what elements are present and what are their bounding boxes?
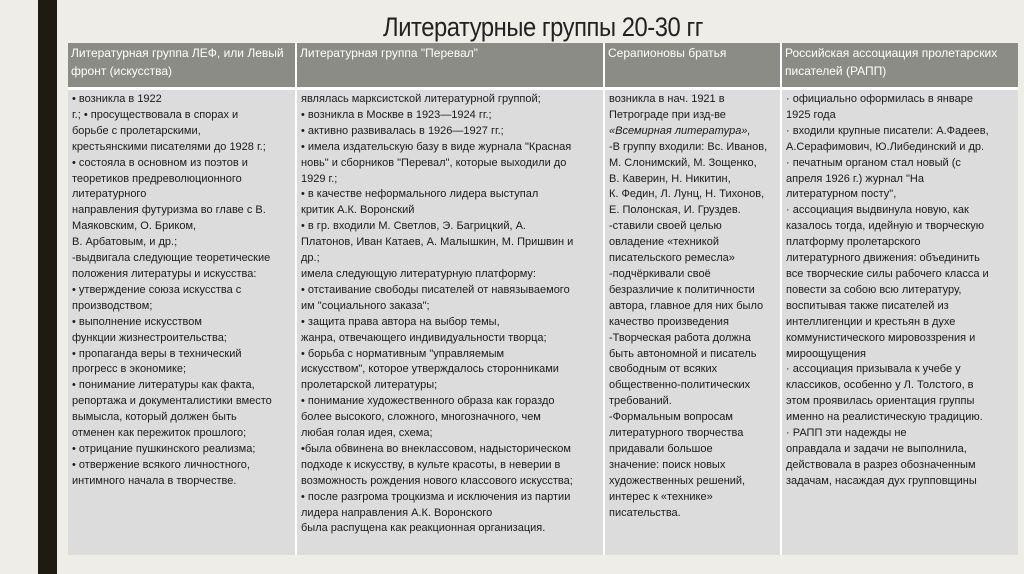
cell-text-line: интеллигенции и крестьян в духе (786, 315, 956, 328)
cell-text-line: была распущена как реакционная организация. (301, 522, 546, 535)
cell-text-line: • понимание художественного образа как гораздо (301, 395, 555, 408)
cell-text-line: • в гр. входили М. Светлов, Э. Багрицкий, А. (301, 220, 526, 233)
cell-text-line: апреля 1926 г.) журнал "На (786, 172, 924, 185)
cell-text-line: А.Серафимович, Ю.Либединский и др. (786, 140, 985, 153)
header-text-line: Литературная группа ЛЕФ, или Левый (71, 46, 284, 60)
cell-text-line: 1929 г.; (301, 172, 338, 185)
cell-text-line: · входили крупные писатели: А.Фадеев, (786, 124, 989, 137)
cell-text-line: Петрограде при изд-ве (609, 108, 726, 121)
cell-text-line: свободным от всяких (609, 363, 718, 376)
cell-text-line: именно на реалистическую традицию. (786, 411, 983, 424)
cell-text-line: мироощущения (786, 347, 866, 360)
cell-text-line: действовала в разрез обозначенным (786, 458, 976, 471)
cell-text-line: Платонов, Иван Катаев, А. Малышкин, М. Пришвин и (301, 236, 574, 249)
cell-text-line: • после разгрома троцкизма и исключения из партии (301, 490, 571, 503)
header-text-line: фронт (искусства) (71, 64, 173, 78)
cell-text-line: требований. (609, 395, 672, 408)
slide-accent-bar (38, 0, 57, 574)
cell-text-line: все творческие силы рабочего класса и (786, 267, 989, 280)
header-cell-pereval (297, 43, 605, 87)
cell-text-line: качество произведения (609, 315, 729, 328)
cell-text-line: воспитывая также писателей из (786, 299, 949, 312)
cell-text-line: · печатным органом стал новый (с (786, 156, 961, 169)
cell-text-line: М. Слонимский, М. Зощенко, (609, 156, 757, 169)
header-text-line: Российская ассоциация пролетарских (785, 46, 998, 60)
body-cell-pereval (297, 90, 605, 555)
cell-text-line: В. Арбатовым, и др.; (72, 236, 178, 249)
cell-text-line: имела следующую литературную платформу: (301, 267, 536, 280)
cell-text-line: общественно-политических (609, 379, 751, 392)
cell-text-line: писательства. (609, 506, 681, 519)
cell-text-line: -Творческая работа должна (609, 331, 751, 344)
cell-text-line: новь" и сборников "Перевал", которые выходили до (301, 156, 567, 169)
cell-text-line: • имела издательскую базу в виде журнала "Красная (301, 140, 572, 153)
cell-text-line: • отвержение всякого личностного, (72, 458, 250, 471)
cell-text-line: безразличие к политичности (609, 283, 755, 296)
cell-text-line: литературного (72, 188, 147, 201)
cell-text-line: • состояла в основном из поэтов и (72, 156, 248, 169)
cell-text-line: Маяковским, О. Бриком, (72, 220, 197, 233)
cell-text-line: • пропаганда веры в технический (72, 347, 242, 360)
cell-text-line: -ставили своей целью (609, 220, 722, 233)
cell-text-line: им "социального заказа"; (301, 299, 430, 312)
cell-text-line: • понимание литературы как факта, (72, 379, 255, 392)
cell-text-line: платформу пролетарского (786, 236, 921, 249)
cell-text-line: · ассоциация выдвинула новую, как (786, 204, 969, 217)
cell-text-line: отменен как пережиток прошлого; (72, 427, 247, 440)
header-cell-serapion (605, 43, 782, 87)
cell-text-line: искусством", которое утверждалось сторонниками (301, 363, 559, 376)
cell-text-line: художественных решений, (609, 474, 746, 487)
table-body-row (68, 90, 1018, 555)
cell-text-line: пролетарской литературы; (301, 379, 438, 392)
cell-text-line: оправдала и задачи не выполнила, (786, 442, 967, 455)
body-cell-lef (68, 90, 297, 555)
cell-text-line: • в качестве неформального лидера выступал (301, 188, 539, 201)
cell-text-line: -Формальным вопросам (609, 411, 733, 424)
cell-text-line: · РАПП эти надежды не (786, 427, 907, 440)
cell-text-line: г.; • просуществовала в спорах и (72, 108, 239, 121)
cell-text-line: борьбе с пролетарскими, (72, 124, 201, 137)
literary-groups-table (68, 43, 1018, 555)
cell-text-line: крестьянскими писателями до 1928 г.; (72, 140, 266, 153)
cell-text-line: • возникла в Москве в 1923—1924 гг.; (301, 108, 492, 121)
cell-text-line: литературном посту", (786, 188, 897, 201)
cell-text-line: • выполнение искусством (72, 315, 202, 328)
table-header-row (68, 43, 1018, 87)
header-cell-lef (68, 43, 297, 87)
cell-text-line: • утверждение союза искусства с (72, 283, 242, 296)
cell-text-line: возможность рождения нового классового искусства; (301, 474, 573, 487)
cell-text-line: • защита права автора на выбор темы, (301, 315, 500, 328)
cell-text-line: функции жизнестроительства; (72, 331, 227, 344)
cell-text-line: репортажа и документалистики вместо (72, 395, 272, 408)
cell-text-line: являлась марксистской литературной группой; (301, 93, 541, 105)
cell-text-line: овладение «техникой (609, 236, 719, 249)
cell-text-line: • отрицание пушкинского реализма; (72, 442, 256, 455)
cell-text-line: коммунистического мировоззрения и (786, 331, 976, 344)
cell-text-line: лидера направления А.К. Воронского (301, 506, 493, 519)
cell-text-line: -подчёркивали своё (609, 267, 711, 280)
cell-text-line: писательского ремесла» (609, 252, 735, 265)
cell-text-line: придавали большое (609, 442, 713, 455)
header-text-line: Литературная группа "Перевал" (300, 46, 479, 60)
cell-text-line: • активно развивалась в 1926—1927 гг.; (301, 124, 504, 137)
cell-text-line: положения литературы и искусства: (72, 267, 257, 280)
cell-text-line: прогресс в экономике; (72, 363, 187, 376)
cell-text-line: «Всемирная литература», (609, 124, 751, 137)
cell-text-line: быть автономной и писатель (609, 347, 757, 360)
cell-text-line: литературного движения: объединить (786, 252, 980, 265)
cell-text-line: жанра, отвечающего индивидуальности творца; (301, 331, 547, 344)
cell-text-line: возникла в нач. 1921 в (609, 93, 725, 105)
cell-text-line: более высокого, сложного, многозначного, чем (301, 411, 541, 424)
cell-text-line: направления футуризма во главе с В. (72, 204, 266, 217)
cell-text-line: -В группу входили: Вс. Иванов, (609, 140, 768, 153)
cell-text-line: критик А.К. Воронский (301, 204, 415, 217)
header-cell-rapp (782, 43, 1018, 87)
cell-text-line: Е. Полонская, И. Груздев. (609, 204, 741, 217)
cell-text-line: · ассоциация призывала к учебе у (786, 363, 961, 376)
cell-text-line: автора, главное для них было (609, 299, 764, 312)
cell-text-line: классиков, особенно у Л. Толстого, в (786, 379, 974, 392)
cell-text-line: этом проявилась ориентация группы (786, 395, 975, 408)
cell-text-line: • отстаивание свободы писателей от навязываемого (301, 283, 570, 296)
cell-text-line: 1925 года (786, 108, 836, 121)
cell-text-line: К. Федин, Л. Лунц, Н. Тихонов, (609, 188, 765, 201)
cell-text-line: значение: поиск новых (609, 458, 726, 471)
cell-text-line: казалось тогда, идейную и творческую (786, 220, 985, 233)
body-cell-serapion (605, 90, 782, 555)
cell-text-line: производством; (72, 299, 153, 312)
cell-text-line: •была обвинена во внеклассовом, надысторическом (301, 442, 571, 455)
cell-text-line: задачам, насаждая дух групповщины (786, 474, 977, 487)
cell-text-line: теоретиков предреволюционного (72, 172, 242, 185)
cell-text-line: В. Каверин, Н. Никитин, (609, 172, 731, 185)
cell-text-line: литературного творчества (609, 427, 744, 440)
cell-text-line: вымысла, который должен быть (72, 411, 237, 424)
cell-text-line: интерес к «технике» (609, 490, 713, 503)
cell-text-line: интимного начала в творчестве. (72, 474, 237, 487)
cell-text-line: • борьба с нормативным "управляемым (301, 347, 505, 360)
cell-text-line: · официально оформилась в январе (786, 93, 973, 105)
cell-text-line: -выдвигала следующие теоретические (72, 252, 271, 265)
cell-text-line: любая голая идея, схема; (301, 427, 433, 440)
cell-text-line: др.; (301, 252, 320, 265)
body-cell-rapp (782, 90, 1018, 555)
cell-text-line: повести за собою всю литературу, (786, 283, 962, 296)
header-text-line: писателей (РАПП) (785, 64, 887, 78)
header-text-line: Серапионовы братья (608, 46, 727, 60)
cell-text-line: подходе к искусству, в культе красоты, в неверии в (301, 458, 561, 471)
cell-text-line: • возникла в 1922 (72, 93, 162, 105)
slide-title: Литературные группы 20-30 гг (383, 12, 703, 42)
